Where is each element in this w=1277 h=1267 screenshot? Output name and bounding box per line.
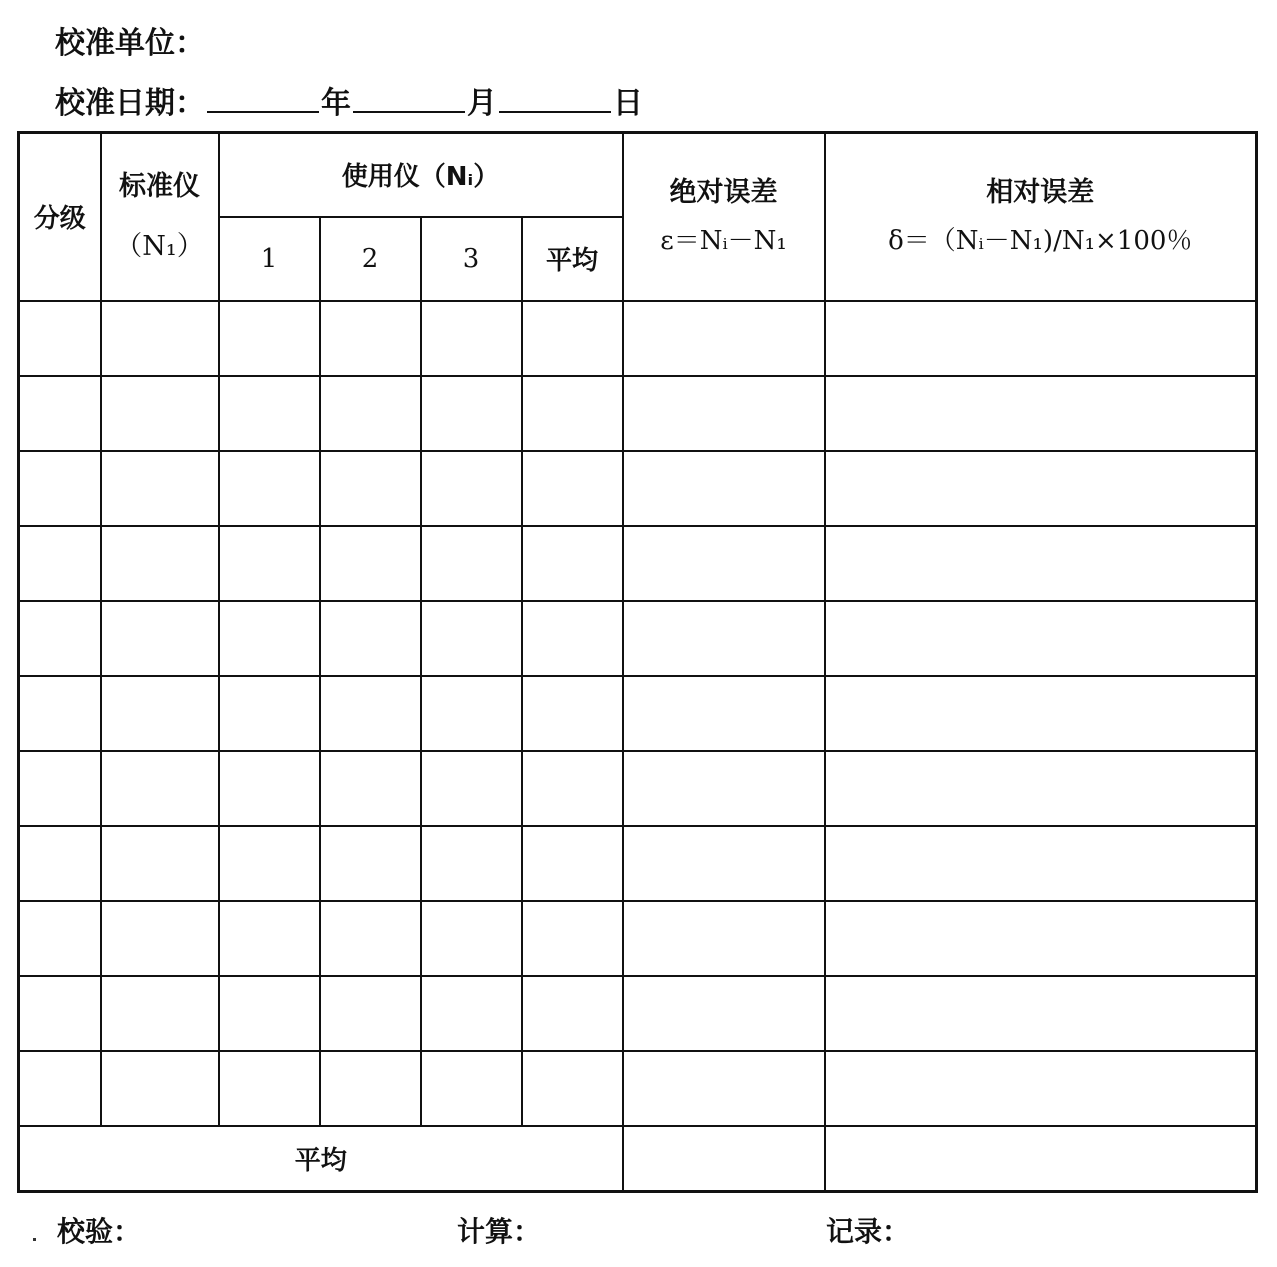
cell-relative-error[interactable] [825,301,1257,376]
header-relative-error-label: 相对误差 [986,176,1095,208]
cell-standard[interactable] [101,301,219,376]
cell-used-average[interactable] [522,676,623,751]
cell-standard[interactable] [101,526,219,601]
month-blank[interactable] [353,85,465,113]
table-row [19,1051,1257,1126]
cell-used-1[interactable] [219,376,320,451]
cell-used-3[interactable] [421,376,522,451]
table-row [19,376,1257,451]
footer-record-label: 记录： [826,1215,911,1248]
header-relative-error [825,133,1257,301]
table-row [19,751,1257,826]
cell-standard[interactable] [101,376,219,451]
subcol-3: 3 [421,217,522,301]
header-standard-label: 标准仪 [119,171,200,202]
cell-relative-error[interactable] [825,601,1257,676]
cell-absolute-error[interactable] [623,451,825,526]
cell-relative-error[interactable] [825,1051,1257,1126]
cell-grade[interactable] [19,1051,101,1126]
cell-grade[interactable] [19,676,101,751]
cell-relative-error[interactable] [825,376,1257,451]
table-row [19,826,1257,901]
cell-used-3[interactable] [421,526,522,601]
cell-used-3[interactable] [421,1051,522,1126]
table-row [19,601,1257,676]
cell-used-average[interactable] [522,1051,623,1126]
cell-grade[interactable] [19,526,101,601]
calibration-table [17,131,1258,1193]
cell-standard[interactable] [101,751,219,826]
cell-used-average[interactable] [522,976,623,1051]
cell-used-1[interactable] [219,826,320,901]
footer-check-label: 校验： [57,1215,142,1248]
cell-absolute-error[interactable] [623,976,825,1051]
cell-used-1[interactable] [219,751,320,826]
average-row-label: 平均 [19,1126,623,1192]
cell-used-3[interactable] [421,976,522,1051]
cell-used-2[interactable] [320,1051,421,1126]
table-row [19,676,1257,751]
cell-used-2[interactable] [320,526,421,601]
header-absolute-error [623,133,825,301]
table-row [19,451,1257,526]
cell-relative-error[interactable] [825,976,1257,1051]
cell-grade[interactable] [19,601,101,676]
cell-used-1[interactable] [219,451,320,526]
cell-used-average[interactable] [522,301,623,376]
year-blank[interactable] [207,85,319,113]
cell-used-2[interactable] [320,601,421,676]
cell-used-1[interactable] [219,976,320,1051]
cell-relative-error[interactable] [825,526,1257,601]
cell-relative-error[interactable] [825,451,1257,526]
cell-grade[interactable] [19,301,101,376]
cell-relative-error[interactable] [825,676,1257,751]
month-label: 月 [467,86,497,121]
cell-absolute-error[interactable] [623,301,825,376]
cell-used-average[interactable] [522,451,623,526]
footer-calc-label: 计算： [457,1215,542,1248]
cell-used-average[interactable] [522,526,623,601]
cell-standard[interactable] [101,601,219,676]
absolute-error-formula: ε＝Nᵢ－N₁ [660,226,787,257]
cell-used-average[interactable] [522,751,623,826]
cell-grade[interactable] [19,826,101,901]
cell-absolute-error[interactable] [623,751,825,826]
cell-absolute-error[interactable] [623,901,825,976]
table-row [19,301,1257,376]
cell-used-average[interactable] [522,601,623,676]
cell-absolute-error[interactable] [623,376,825,451]
cell-standard[interactable] [101,976,219,1051]
cell-used-average[interactable] [522,376,623,451]
cell-used-average[interactable] [522,826,623,901]
stray-dot [33,1238,36,1241]
cell-absolute-error[interactable] [623,676,825,751]
cell-used-3[interactable] [421,601,522,676]
cell-used-average[interactable] [522,901,623,976]
cell-used-1[interactable] [219,301,320,376]
cell-relative-error[interactable] [825,751,1257,826]
cell-grade[interactable] [19,376,101,451]
cell-grade[interactable] [19,451,101,526]
cell-used-1[interactable] [219,676,320,751]
cell-standard[interactable] [101,826,219,901]
header-used-instrument: 使用仪（Nᵢ） [219,133,623,217]
cell-grade[interactable] [19,901,101,976]
cell-grade[interactable] [19,751,101,826]
cell-used-1[interactable] [219,1051,320,1126]
subcol-average: 平均 [522,217,623,301]
cell-used-1[interactable] [219,901,320,976]
average-relative-error-cell[interactable] [825,1126,1257,1192]
calibration-unit-label: 校准单位： [55,26,205,61]
cell-used-1[interactable] [219,601,320,676]
subcol-2: 2 [320,217,421,301]
cell-used-1[interactable] [219,526,320,601]
subcol-1: 1 [219,217,320,301]
header-standard-symbol: （N₁） [115,230,204,262]
header-grade: 分级 [19,133,101,301]
day-blank[interactable] [499,85,611,113]
average-absolute-error-cell[interactable] [623,1126,825,1192]
cell-relative-error[interactable] [825,826,1257,901]
cell-relative-error[interactable] [825,901,1257,976]
cell-used-3[interactable] [421,676,522,751]
cell-used-2[interactable] [320,376,421,451]
calibration-date-label: 校准日期： [55,86,205,121]
relative-error-formula: δ＝（Nᵢ－N₁)/N₁×100％ [888,226,1193,257]
table-row [19,901,1257,976]
cell-used-2[interactable] [320,751,421,826]
year-label: 年 [321,86,351,121]
table-row [19,976,1257,1051]
cell-standard[interactable] [101,451,219,526]
cell-absolute-error[interactable] [623,526,825,601]
cell-grade[interactable] [19,976,101,1051]
cell-absolute-error[interactable] [623,826,825,901]
cell-used-2[interactable] [320,976,421,1051]
cell-used-3[interactable] [421,901,522,976]
header-standard [101,133,219,301]
cell-standard[interactable] [101,676,219,751]
cell-used-2[interactable] [320,451,421,526]
header-absolute-error-label: 绝对误差 [669,176,778,208]
day-label: 日 [613,86,643,121]
cell-absolute-error[interactable] [623,601,825,676]
cell-used-3[interactable] [421,451,522,526]
cell-used-2[interactable] [320,301,421,376]
calibration-date-line [55,78,643,122]
table-row [19,526,1257,601]
cell-used-2[interactable] [320,901,421,976]
cell-standard[interactable] [101,901,219,976]
cell-used-3[interactable] [421,301,522,376]
cell-absolute-error[interactable] [623,1051,825,1126]
cell-used-3[interactable] [421,826,522,901]
cell-used-2[interactable] [320,676,421,751]
cell-used-2[interactable] [320,826,421,901]
cell-used-3[interactable] [421,751,522,826]
cell-standard[interactable] [101,1051,219,1126]
